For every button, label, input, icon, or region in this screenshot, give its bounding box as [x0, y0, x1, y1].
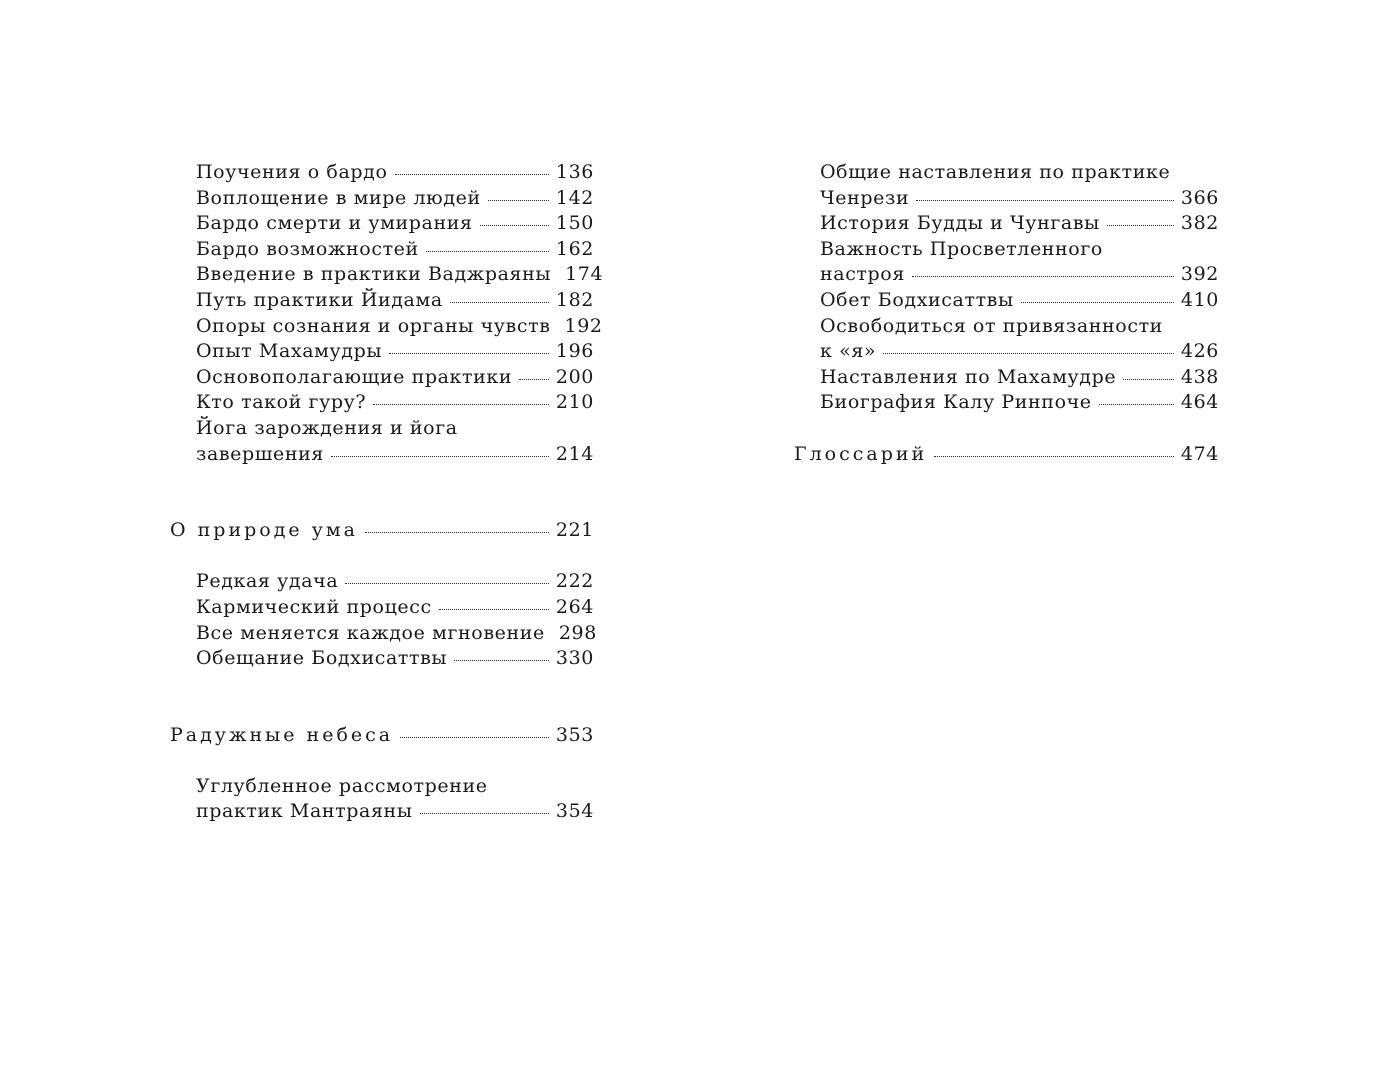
toc-entry-page: 174 [565, 263, 604, 286]
toc-entry[interactable] [820, 288, 1219, 314]
toc-section[interactable] [170, 518, 594, 544]
toc-entry-page: 366 [1180, 186, 1219, 209]
toc-section-title: Глоссарий [794, 442, 928, 465]
leader-dots [420, 812, 549, 814]
toc-section[interactable] [170, 723, 594, 749]
leader-dots [426, 250, 549, 252]
toc-entry-title-cont: к «я» [820, 340, 877, 363]
toc-entry-title: Обещание Бодхисаттвы [196, 647, 448, 670]
toc-entry-page: 354 [555, 800, 594, 823]
toc-entry-page: 214 [555, 442, 594, 465]
toc-entry[interactable] [196, 314, 603, 340]
toc-entry[interactable] [196, 211, 594, 237]
toc-entry-title: Воплощение в мире людей [196, 186, 481, 209]
toc-entry-page: 264 [555, 595, 594, 618]
toc-entry-page: 222 [555, 570, 594, 593]
leader-dots [389, 352, 549, 354]
toc-entry[interactable] [196, 595, 594, 621]
toc-entry[interactable] [196, 365, 594, 391]
toc-entry-page: 382 [1180, 212, 1219, 235]
toc-entry[interactable] [820, 390, 1219, 416]
leader-dots [883, 352, 1174, 354]
leader-dots [1099, 403, 1174, 405]
toc-entry-title: Все меняется каждое мгновение [196, 621, 545, 644]
leader-dots [519, 378, 549, 380]
toc-entry[interactable] [196, 416, 594, 467]
toc-entry[interactable] [196, 186, 594, 212]
toc-entry-page: 192 [564, 314, 603, 337]
toc-entry[interactable] [196, 569, 594, 595]
toc-entry-page: 162 [555, 237, 594, 260]
toc-entry-title: Опыт Махамудры [196, 340, 383, 363]
leader-dots [373, 403, 549, 405]
toc-entry-title: Бардо возможностей [196, 237, 419, 260]
toc-entry[interactable] [820, 237, 1219, 288]
toc-entry-title: Освободиться от привязанности [820, 314, 1163, 337]
toc-entry-page: 298 [558, 621, 597, 644]
toc-entry[interactable] [820, 160, 1219, 211]
toc-entry[interactable] [196, 339, 594, 365]
toc-entry-title-cont: Ченрези [820, 186, 910, 209]
toc-entry-page: 142 [555, 186, 594, 209]
leader-dots [400, 736, 549, 738]
toc-entry-page: 210 [555, 391, 594, 414]
toc-entry-title: Обет Бодхисаттвы [820, 288, 1014, 311]
leader-dots [439, 608, 549, 610]
leader-dots [365, 531, 549, 533]
toc-left-column [170, 160, 604, 825]
toc-entry-page: 410 [1180, 288, 1219, 311]
leader-dots [916, 199, 1174, 201]
toc-entry-page: 200 [555, 365, 594, 388]
leader-dots [345, 582, 549, 584]
toc-entry-title-cont: настроя [820, 263, 905, 286]
toc-entry-page: 150 [555, 212, 594, 235]
toc-entry[interactable] [820, 211, 1219, 237]
toc-entry-title: Кармический процесс [196, 595, 432, 618]
toc-entry-title-cont: практик Мантраяны [196, 800, 413, 823]
toc-section[interactable] [794, 442, 1219, 468]
toc-entry-title: Биография Калу Ринпоче [820, 391, 1092, 414]
toc-entry-title: Йога зарождения и йога [196, 416, 458, 439]
toc-entry[interactable] [196, 390, 594, 416]
toc-entry-page: 426 [1180, 340, 1219, 363]
leader-dots [450, 301, 549, 303]
toc-section-page: 474 [1180, 442, 1219, 465]
toc-entry-title: Опоры сознания и органы чувств [196, 314, 551, 337]
toc-entry[interactable] [196, 621, 597, 647]
toc-section-page: 221 [555, 519, 594, 542]
toc-entry[interactable] [196, 237, 594, 263]
leader-dots [1021, 301, 1174, 303]
toc-section-title: О природе ума [170, 519, 358, 542]
toc-entry-title: Поучения о бардо [196, 161, 388, 183]
toc-entry-page: 136 [555, 161, 594, 183]
toc-entry-title: Основополагающие практики [196, 365, 513, 388]
toc-entry-page: 330 [555, 647, 594, 670]
toc-entry-title: Важность Просветленного [820, 237, 1103, 260]
toc-entry-title: Путь практики Йидама [196, 288, 443, 311]
toc-entry-title: Бардо смерти и умирания [196, 212, 473, 235]
leader-dots [1107, 224, 1174, 226]
toc-entry-title: Редкая удача [196, 570, 339, 593]
toc-entry-title: История Будды и Чунгавы [820, 212, 1100, 235]
leader-dots [454, 659, 549, 661]
toc-entry[interactable] [196, 160, 594, 186]
toc-entry-page: 196 [555, 340, 594, 363]
toc-entry[interactable] [820, 314, 1219, 365]
toc-entry-page: 438 [1180, 365, 1219, 388]
leader-dots [488, 199, 549, 201]
toc-right-column [794, 160, 1219, 467]
toc-entry-title: Кто такой гуру? [196, 391, 367, 414]
leader-dots [395, 173, 549, 175]
toc-entry-page: 464 [1180, 391, 1219, 414]
toc-entry-page: 182 [555, 288, 594, 311]
leader-dots [480, 224, 549, 226]
toc-entry[interactable] [196, 262, 604, 288]
toc-entry[interactable] [196, 288, 594, 314]
toc-entry[interactable] [196, 646, 594, 672]
toc-entry[interactable] [196, 774, 594, 825]
toc-entry[interactable] [820, 365, 1219, 391]
toc-entry-page: 392 [1180, 263, 1219, 286]
leader-dots [1123, 378, 1174, 380]
leader-dots [912, 275, 1174, 277]
toc-entry-title-cont: завершения [196, 442, 325, 465]
toc-entry-title: Наставления по Махамудре [820, 365, 1117, 388]
toc-entry-title: Введение в практики Ваджраяны [196, 263, 552, 286]
leader-dots [331, 455, 549, 457]
toc-section-page: 353 [555, 723, 594, 746]
toc-entry-title: Углубленное рассмотрение [196, 774, 488, 797]
toc-section-title: Радужные небеса [170, 723, 394, 746]
toc-entry-title: Общие наставления по практике [820, 161, 1171, 183]
leader-dots [934, 455, 1174, 457]
